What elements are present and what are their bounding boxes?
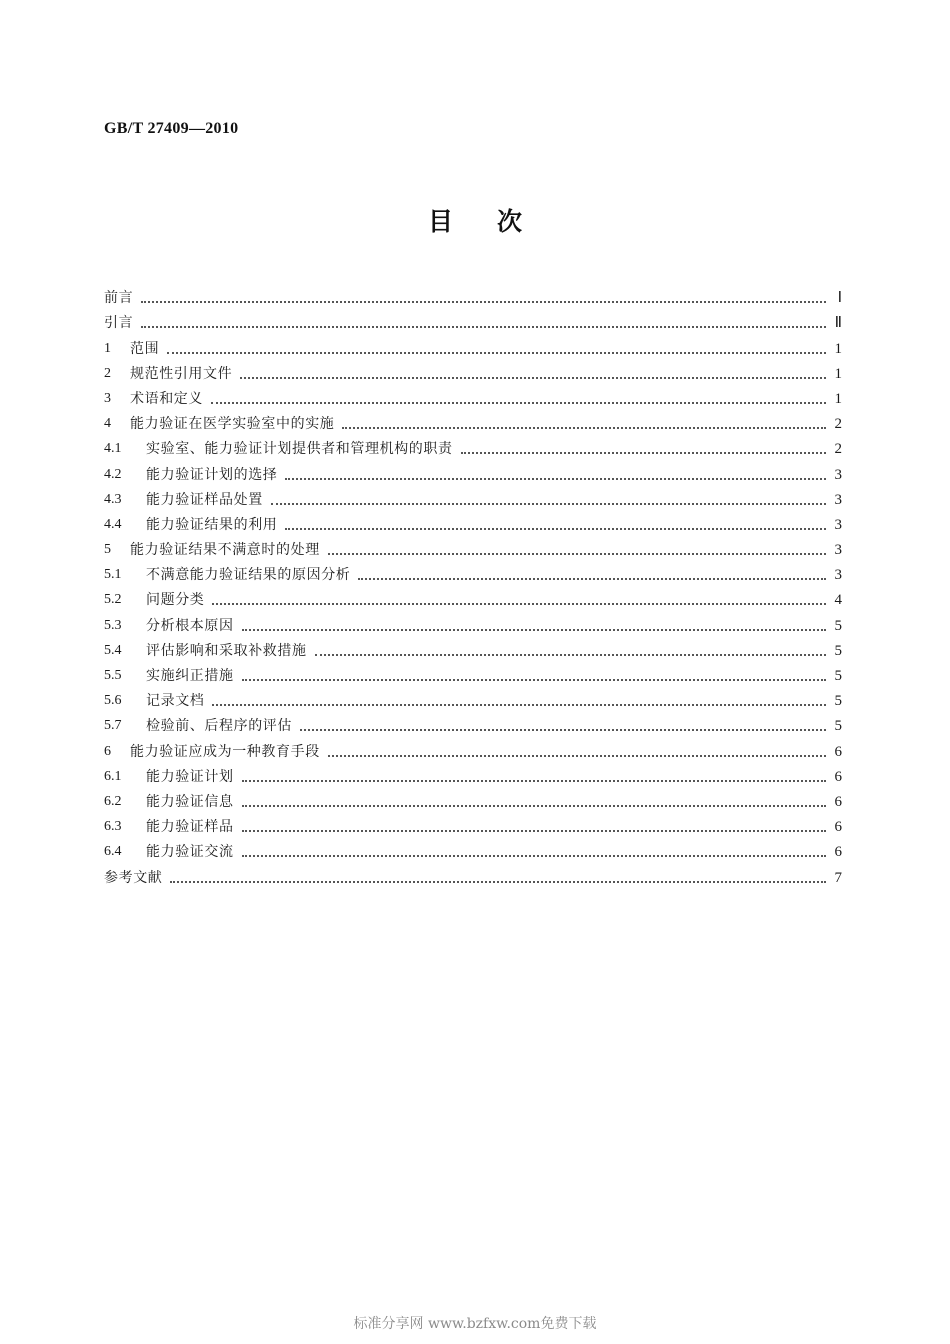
- toc-entry-title: 实施纠正措施: [146, 668, 234, 684]
- toc-entry-page: 2: [834, 416, 842, 433]
- toc-entry[interactable]: [104, 710, 842, 735]
- toc-entry-page: 5: [834, 642, 842, 659]
- toc-entry-title: 前言: [104, 290, 134, 307]
- toc-entry-page: 3: [834, 542, 842, 559]
- toc-entry-page: 6: [834, 743, 842, 760]
- toc-entry-page: 3: [834, 491, 842, 508]
- toc-entry-page: 7: [834, 869, 842, 886]
- toc-entry-title: 能力验证在医学实验室中的实施: [130, 416, 335, 433]
- toc-leader-dots: [240, 377, 826, 379]
- toc-entry-number: 4.1: [104, 441, 122, 457]
- toc-leader-dots: [170, 881, 826, 883]
- toc-entry[interactable]: [104, 685, 842, 710]
- toc-entry[interactable]: [104, 433, 842, 458]
- toc-leader-dots: [242, 679, 826, 681]
- toc-entry[interactable]: [104, 559, 842, 584]
- toc-entry-number: 5.1: [104, 567, 122, 583]
- toc-entry-number: 6.4: [104, 844, 122, 860]
- toc-entry-number: 6: [104, 743, 111, 759]
- toc-entry-title: 能力验证结果的利用: [146, 516, 278, 533]
- toc-entry-page: 5: [834, 668, 842, 684]
- toc-entry[interactable]: [104, 282, 842, 307]
- toc-entry-title: 评估影响和采取补救措施: [146, 642, 307, 659]
- toc-entry-title: 能力验证信息: [146, 793, 234, 810]
- toc-entry-title: 记录文档: [146, 693, 205, 710]
- toc-entry-title: 引言: [104, 315, 134, 332]
- toc-entry-page: 5: [834, 617, 842, 634]
- toc-leader-dots: [141, 301, 826, 303]
- toc-entry-page: 5: [834, 693, 842, 710]
- toc-entry[interactable]: [104, 811, 842, 836]
- toc-entry-number: 5.3: [104, 617, 122, 633]
- toc-entry[interactable]: [104, 458, 842, 483]
- toc-leader-dots: [212, 704, 826, 706]
- toc-leader-dots: [242, 629, 826, 631]
- toc-leader-dots: [211, 402, 826, 404]
- toc-leader-dots: [342, 427, 826, 429]
- toc-entry-number: 5.7: [104, 718, 122, 734]
- toc-entry-page: 3: [834, 516, 842, 533]
- toc-leader-dots: [328, 553, 826, 555]
- toc-entry-page: 6: [834, 793, 842, 810]
- toc-entry-number: 4.4: [104, 516, 122, 532]
- toc-entry[interactable]: [104, 836, 842, 861]
- toc-leader-dots: [285, 478, 826, 480]
- toc-entry-title: 能力验证样品处置: [146, 491, 263, 508]
- toc-entry[interactable]: [104, 408, 842, 433]
- toc-entry-number: 6.3: [104, 819, 122, 835]
- toc-entry-title: 参考文献: [104, 869, 163, 886]
- toc-entry-title: 能力验证计划: [146, 768, 234, 785]
- toc-entry-number: 4.2: [104, 466, 122, 482]
- toc-leader-dots: [242, 830, 826, 832]
- toc-entry[interactable]: [104, 509, 842, 534]
- toc-entry-title: 实验室、能力验证计划提供者和管理机构的职责: [146, 441, 453, 458]
- toc-leader-dots: [141, 326, 826, 328]
- toc-entry[interactable]: [104, 660, 842, 685]
- toc-entry-number: 6.1: [104, 768, 122, 784]
- toc-entry-number: 6.2: [104, 793, 122, 809]
- toc-entry-number: 5.6: [104, 693, 122, 709]
- toc-entry-page: 1: [834, 390, 842, 407]
- toc-entry-page: 6: [834, 768, 842, 785]
- toc-entry-title: 能力验证应成为一种教育手段: [130, 743, 320, 760]
- toc-leader-dots: [242, 805, 826, 807]
- toc-entry-title: 能力验证交流: [146, 844, 234, 861]
- toc-entry-number: 3: [104, 390, 111, 406]
- toc-leader-dots: [242, 780, 826, 782]
- toc-leader-dots: [271, 503, 826, 505]
- toc-leader-dots: [315, 654, 826, 656]
- toc-entry-number: 5.4: [104, 642, 122, 658]
- toc-entry-page: 1: [834, 340, 842, 357]
- toc-entry-title: 术语和定义: [130, 390, 203, 407]
- toc-entry-page: 1: [834, 365, 842, 382]
- toc-entry-page: Ⅰ: [837, 290, 842, 307]
- table-of-contents: [104, 282, 842, 887]
- toc-entry-number: 4.3: [104, 491, 122, 507]
- toc-entry-page: Ⅱ: [834, 315, 842, 332]
- toc-entry-page: 5: [834, 718, 842, 735]
- toc-entry[interactable]: [104, 358, 842, 383]
- toc-entry[interactable]: [104, 584, 842, 609]
- toc-entry-title: 分析根本原因: [146, 617, 234, 634]
- toc-entry[interactable]: [104, 635, 842, 660]
- toc-entry-title: 规范性引用文件: [130, 365, 233, 382]
- toc-entry-number: 2: [104, 365, 111, 381]
- toc-entry[interactable]: [104, 609, 842, 634]
- page-title: 目次: [427, 207, 566, 236]
- toc-entry[interactable]: [104, 735, 842, 760]
- toc-entry[interactable]: [104, 307, 842, 332]
- toc-entry-page: 3: [834, 567, 842, 584]
- document-code: GB/T 27409—2010: [104, 120, 239, 137]
- toc-leader-dots: [212, 603, 826, 605]
- toc-entry-title: 能力验证样品: [146, 819, 234, 836]
- toc-entry-number: 1: [104, 340, 111, 356]
- toc-entry[interactable]: [104, 534, 842, 559]
- toc-entry-number: 4: [104, 416, 111, 432]
- toc-entry[interactable]: [104, 484, 842, 509]
- toc-leader-dots: [285, 528, 826, 530]
- toc-leader-dots: [358, 578, 826, 580]
- toc-leader-dots: [167, 352, 826, 354]
- toc-entry-number: 5.5: [104, 668, 122, 683]
- toc-entry-page: 6: [834, 844, 842, 861]
- toc-entry[interactable]: [104, 786, 842, 811]
- toc-entry-title: 能力验证计划的选择: [146, 466, 278, 483]
- toc-leader-dots: [242, 855, 826, 857]
- toc-entry-title: 不满意能力验证结果的原因分析: [146, 567, 351, 584]
- toc-entry-title: 范围: [130, 340, 160, 357]
- toc-entry[interactable]: [104, 383, 842, 408]
- toc-leader-dots: [300, 729, 826, 731]
- toc-entry-number: 5: [104, 542, 111, 558]
- toc-entry-page: 6: [834, 819, 842, 836]
- toc-entry[interactable]: [104, 861, 842, 886]
- footer-watermark: 标准分享网 www.bzfxw.com免费下载: [353, 1316, 597, 1332]
- toc-leader-dots: [461, 452, 826, 454]
- toc-entry-title: 检验前、后程序的评估: [146, 718, 292, 735]
- toc-entry[interactable]: [104, 761, 842, 786]
- toc-leader-dots: [328, 755, 826, 757]
- toc-entry-page: 2: [834, 441, 842, 458]
- toc-entry-title: 能力验证结果不满意时的处理: [130, 542, 320, 559]
- toc-entry-title: 问题分类: [146, 592, 205, 609]
- toc-entry[interactable]: [104, 332, 842, 357]
- toc-entry-page: 4: [834, 592, 842, 609]
- toc-entry-number: 5.2: [104, 592, 122, 608]
- toc-entry-page: 3: [834, 466, 842, 483]
